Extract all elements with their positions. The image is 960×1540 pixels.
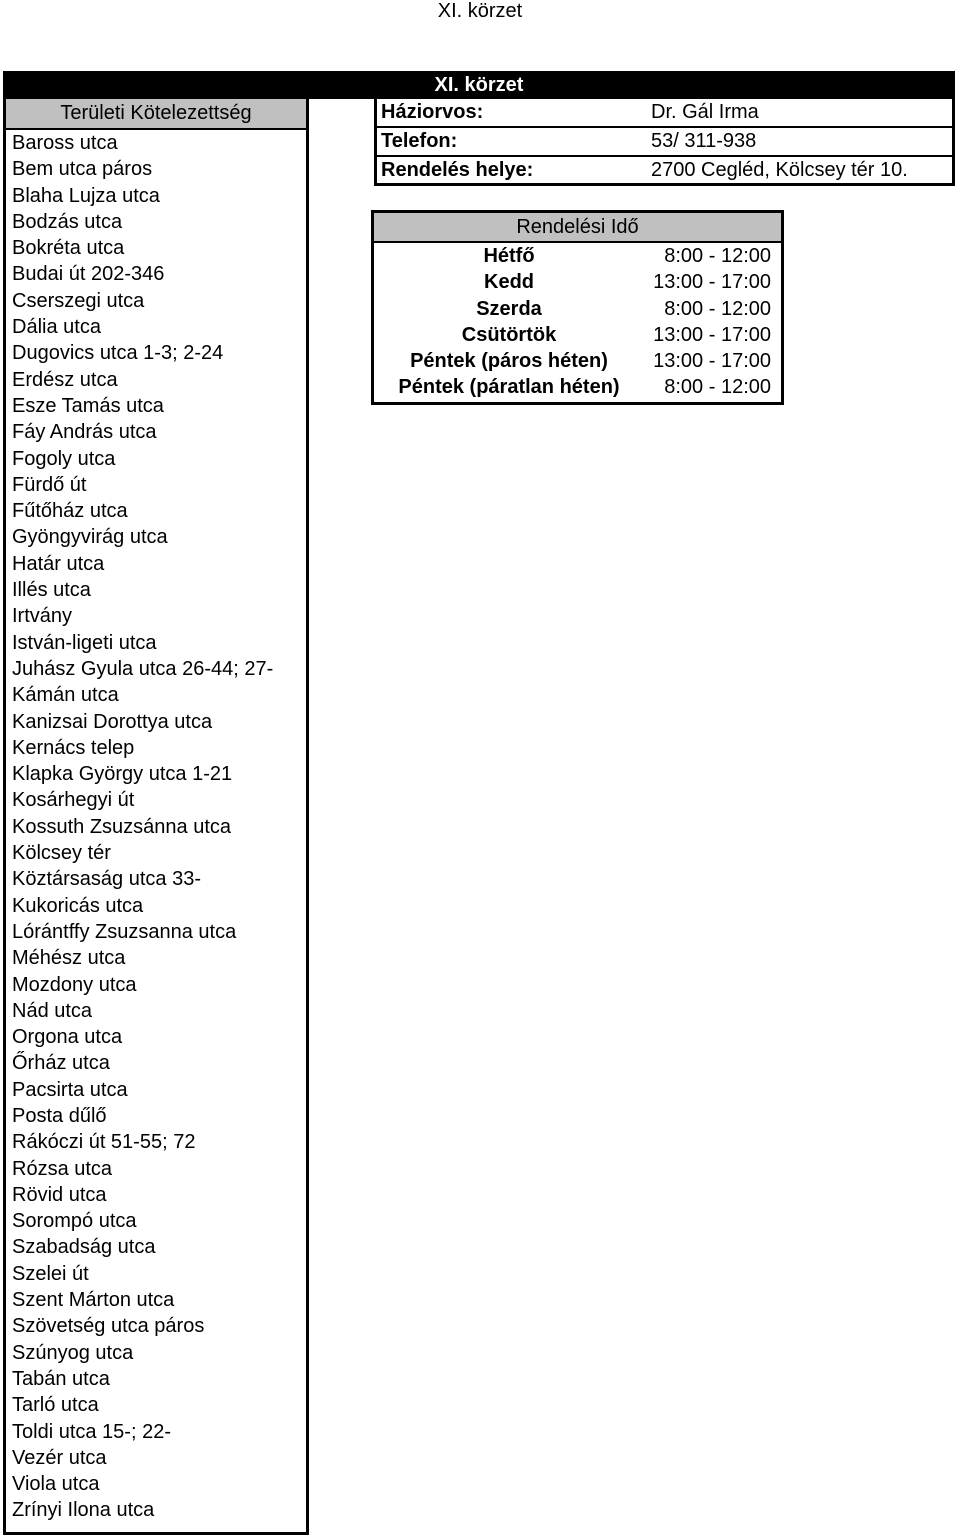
hours-day: Hétfő bbox=[483, 245, 535, 267]
street-item: Méhész utca bbox=[12, 947, 126, 970]
street-item: Tabán utca bbox=[12, 1367, 110, 1390]
hours-row-thursday bbox=[374, 322, 781, 348]
street-item: Kernács telep bbox=[12, 736, 135, 759]
phone-value: 53/ 311-938 bbox=[651, 130, 757, 152]
doctor-row bbox=[377, 99, 952, 128]
street-item: Lórántffy Zsuzsanna utca bbox=[12, 920, 237, 943]
hours-time: 13:00 - 17:00 bbox=[653, 323, 771, 346]
hours-time: 8:00 - 12:00 bbox=[664, 376, 771, 399]
location-label: Rendelés helye: bbox=[381, 159, 534, 181]
street-item: Bodzás utca bbox=[12, 210, 123, 233]
street-item: Pacsirta utca bbox=[12, 1078, 128, 1101]
street-item: Erdész utca bbox=[12, 368, 118, 391]
hours-row-wednesday bbox=[374, 296, 781, 322]
street-item: Bem utca páros bbox=[12, 158, 153, 181]
street-item: Dugovics utca 1-3; 2-24 bbox=[12, 342, 224, 365]
street-item: Szelei út bbox=[12, 1262, 89, 1285]
street-item: Sorompó utca bbox=[12, 1210, 137, 1233]
hours-time: 8:00 - 12:00 bbox=[664, 245, 771, 267]
street-item: Blaha Lujza utca bbox=[12, 184, 160, 207]
district-title: XI. körzet bbox=[3, 71, 955, 99]
street-item: Köztársaság utca 33- bbox=[12, 868, 201, 891]
location-row bbox=[377, 157, 952, 184]
street-item: Esze Tamás utca bbox=[12, 394, 164, 417]
street-item: Nád utca bbox=[12, 999, 93, 1022]
street-item: Orgona utca bbox=[12, 1026, 123, 1049]
hours-time: 8:00 - 12:00 bbox=[664, 297, 771, 320]
street-item: Kosárhegyi út bbox=[12, 789, 135, 812]
street-item: Rövid utca bbox=[12, 1183, 107, 1206]
street-item: Mozdony utca bbox=[12, 973, 137, 996]
street-item: Rózsa utca bbox=[12, 1157, 113, 1180]
hours-time: 13:00 - 17:00 bbox=[653, 271, 771, 294]
hours-day: Péntek (páratlan héten) bbox=[398, 376, 620, 399]
street-item: Irtvány bbox=[12, 605, 73, 628]
streets-panel bbox=[3, 99, 309, 1535]
doctor-info bbox=[374, 99, 955, 186]
street-item: Toldi utca 15-; 22- bbox=[12, 1420, 171, 1443]
street-item: Kossuth Zsuzsánna utca bbox=[12, 815, 232, 838]
street-item: Fáy András utca bbox=[12, 421, 157, 444]
street-item: Kámán utca bbox=[12, 684, 119, 707]
street-item: István-ligeti utca bbox=[12, 631, 157, 654]
location-value: 2700 Cegléd, Kölcsey tér 10. bbox=[651, 159, 908, 181]
hours-day: Péntek (páros héten) bbox=[410, 350, 608, 373]
street-list bbox=[6, 130, 306, 1524]
hours-day: Szerda bbox=[476, 297, 542, 320]
office-hours bbox=[371, 210, 784, 405]
doctor-name: Dr. Gál Irma bbox=[651, 101, 759, 123]
street-item: Juhász Gyula utca 26-44; 27- bbox=[12, 657, 274, 680]
street-item: Szent Márton utca bbox=[12, 1289, 175, 1312]
phone-label: Telefon: bbox=[381, 130, 458, 152]
page-header: XI. körzet bbox=[437, 0, 523, 22]
street-item: Budai út 202-346 bbox=[12, 263, 165, 286]
street-item: Bokréta utca bbox=[12, 237, 125, 260]
street-item: Cserszegi utca bbox=[12, 289, 145, 312]
street-item: Vezér utca bbox=[12, 1446, 107, 1469]
streets-header: Területi Kötelezettség bbox=[6, 99, 306, 130]
street-item: Tarló utca bbox=[12, 1394, 99, 1417]
hours-row-tuesday bbox=[374, 269, 781, 295]
doctor-label: Háziorvos: bbox=[381, 101, 484, 123]
phone-row bbox=[377, 128, 952, 157]
hours-time: 13:00 - 17:00 bbox=[653, 350, 771, 373]
street-item: Őrház utca bbox=[12, 1052, 110, 1075]
hours-day: Csütörtök bbox=[461, 323, 557, 346]
street-item: Szövetség utca páros bbox=[12, 1315, 205, 1338]
street-item: Gyöngyvirág utca bbox=[12, 526, 168, 549]
street-item: Illés utca bbox=[12, 579, 91, 602]
street-item: Zrínyi Ilona utca bbox=[12, 1499, 155, 1522]
hours-row-friday-even bbox=[374, 348, 781, 374]
street-item: Posta dűlő bbox=[12, 1104, 107, 1127]
hours-row-friday-odd bbox=[374, 374, 781, 400]
street-item: Baross utca bbox=[12, 132, 118, 154]
street-item: Kölcsey tér bbox=[12, 842, 111, 865]
hours-header: Rendelési Idő bbox=[374, 213, 781, 243]
street-item: Fogoly utca bbox=[12, 447, 116, 470]
street-item: Szúnyog utca bbox=[12, 1341, 134, 1364]
street-item: Szabadság utca bbox=[12, 1236, 156, 1259]
street-item: Viola utca bbox=[12, 1473, 100, 1496]
street-item: Fürdő út bbox=[12, 473, 87, 496]
street-item: Határ utca bbox=[12, 552, 105, 575]
street-item: Fűtőház utca bbox=[12, 500, 128, 523]
street-item: Kukoricás utca bbox=[12, 894, 144, 917]
street-item: Rákóczi út 51-55; 72 bbox=[12, 1131, 196, 1154]
hours-row-monday bbox=[374, 243, 781, 269]
street-item: Kanizsai Dorottya utca bbox=[12, 710, 213, 733]
hours-day: Kedd bbox=[484, 271, 534, 294]
street-item: Klapka György utca 1-21 bbox=[12, 763, 233, 786]
street-item: Dália utca bbox=[12, 316, 101, 339]
